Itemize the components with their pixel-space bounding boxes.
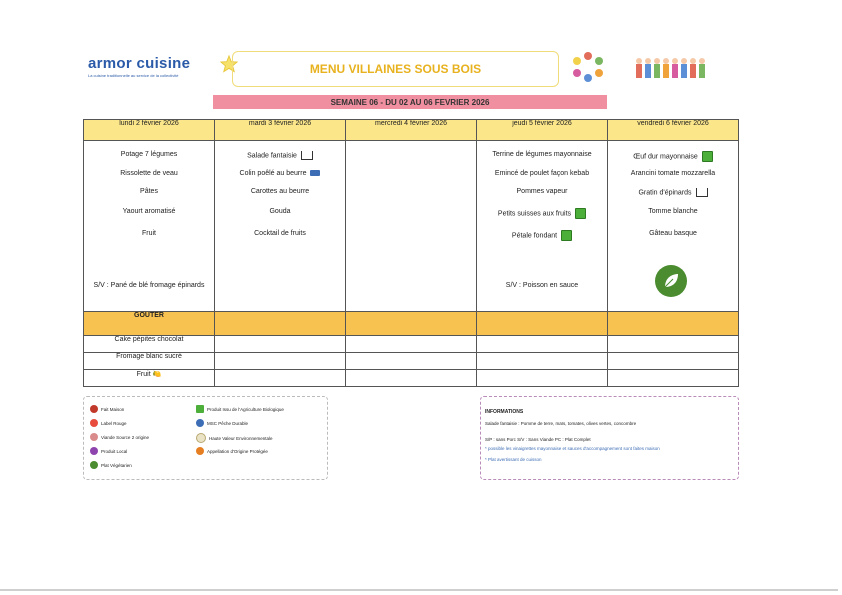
brand-logo	[88, 56, 210, 78]
day-header: jeudi 5 février 2026	[477, 120, 608, 141]
children-circle-icon	[568, 50, 608, 84]
dish: Cocktail de fruits	[254, 230, 306, 237]
dish: Pâtes	[140, 188, 158, 195]
dish: Carottes au beurre	[250, 188, 310, 195]
label-rouge-icon	[90, 419, 98, 427]
dish: Gouda	[269, 208, 291, 215]
legend-item: Plat Végétarien	[90, 461, 132, 469]
day-cell-monday	[84, 141, 215, 312]
dish: Emincé de poulet façon kebab	[494, 170, 590, 177]
info-line: * Plat avertissant de cuisson	[485, 457, 542, 462]
organic-icon	[561, 230, 572, 241]
dish: Colin poêlé au beurre	[215, 170, 345, 177]
info-box	[480, 396, 739, 480]
dish: Œuf dur mayonnaise	[608, 151, 738, 162]
dish: Terrine de légumes mayonnaise	[492, 151, 592, 158]
vegetarian-alternative: S/V : Poisson en sauce	[505, 282, 579, 289]
legend-item: MSC Pêche Durable	[196, 419, 248, 427]
legend-item: Produit Local	[90, 447, 127, 455]
day-cell-wednesday	[346, 141, 477, 312]
day-cell-tuesday	[215, 141, 346, 312]
day-header: mardi 3 février 2026	[215, 120, 346, 141]
organic-icon	[196, 405, 204, 413]
snack-item: Fruit 🍋	[84, 370, 215, 387]
hve-icon	[196, 433, 206, 443]
day-cell-thursday	[477, 141, 608, 312]
brand-name: armor cuisine	[88, 55, 191, 72]
homemade-icon	[90, 405, 98, 413]
dish: Petits suisses aux fruits	[477, 208, 607, 219]
menu-title: MENU VILLAINES SOUS BOIS	[232, 51, 559, 87]
msc-fish-icon	[196, 419, 204, 427]
info-title: INFORMATIONS	[485, 409, 524, 415]
legend-box	[83, 396, 328, 480]
vegetarian-dish-icon	[655, 265, 687, 297]
dish: Pommes vapeur	[516, 188, 568, 195]
msc-fish-icon	[310, 170, 320, 176]
dish: Tomme blanche	[648, 208, 698, 215]
legend-item: Label Rouge	[90, 419, 127, 427]
info-line: Salade fantaisie : Pomme de terre, maïs, tomates, olives vertes, concombre	[485, 421, 637, 426]
legend-item: Haute Valeur Environnementale	[196, 433, 272, 443]
meat-origin-icon	[90, 433, 98, 441]
legend-item: Viande Source 2 origine	[90, 433, 149, 441]
brand-tagline: La cuisine traditionnelle au service de la collectivité	[88, 73, 179, 78]
week-banner: SEMAINE 06 - DU 02 AU 06 FEVRIER 2026	[213, 95, 607, 109]
dish: Yaourt aromatisé	[122, 208, 176, 215]
day-header: vendredi 6 février 2026	[608, 120, 739, 141]
meals-row	[84, 141, 739, 312]
dish: Rissolette de veau	[120, 170, 178, 177]
snack-row	[84, 353, 739, 370]
legend-item: Appellation d'Origine Protégée	[196, 447, 268, 455]
local-product-icon	[90, 447, 98, 455]
day-header-row	[84, 120, 739, 141]
dish: Gâteau basque	[649, 230, 697, 237]
scan-edge	[0, 589, 838, 591]
snack-header: GOÛTER	[84, 312, 215, 336]
homemade-icon	[696, 188, 708, 197]
dish: Pétale fondant	[477, 230, 607, 241]
organic-icon	[575, 208, 586, 219]
snack-header-row	[84, 312, 739, 336]
snack-row	[84, 370, 739, 387]
dish: Potage 7 légumes	[120, 151, 178, 158]
vegetarian-alternative: S/V : Pané de blé fromage épinards	[93, 282, 205, 289]
day-cell-friday	[608, 141, 739, 312]
info-line: * possible les vinaigrettes mayonnaise et sauces d'accompagnement sont faites maison	[485, 446, 660, 451]
snack-row	[84, 336, 739, 353]
day-header: lundi 2 février 2026	[84, 120, 215, 141]
homemade-icon	[301, 151, 313, 160]
menu-table	[83, 119, 739, 387]
dish: Salade fantaisie	[215, 151, 345, 160]
dish: Arancini tomate mozzarella	[630, 170, 716, 177]
snack-item: Fromage blanc sucré	[84, 353, 215, 370]
vegetarian-icon	[90, 461, 98, 469]
legend-item: Fait Maison	[90, 405, 124, 413]
dish: Gratin d'épinards	[608, 188, 738, 197]
day-header: mercredi 4 février 2026	[346, 120, 477, 141]
snack-item: Cake pépites chocolat	[84, 336, 215, 353]
info-line: S/P : sans Porc S/V : Sans Viande PC : Plat Complet	[485, 437, 591, 442]
aop-icon	[196, 447, 204, 455]
legend-item: Produit Issu de l'Agriculture Biologique	[196, 405, 284, 413]
organic-icon	[702, 151, 713, 162]
dish: Fruit	[142, 230, 156, 237]
children-group-icon	[634, 56, 708, 82]
fruit-icon: 🍋	[152, 371, 162, 378]
